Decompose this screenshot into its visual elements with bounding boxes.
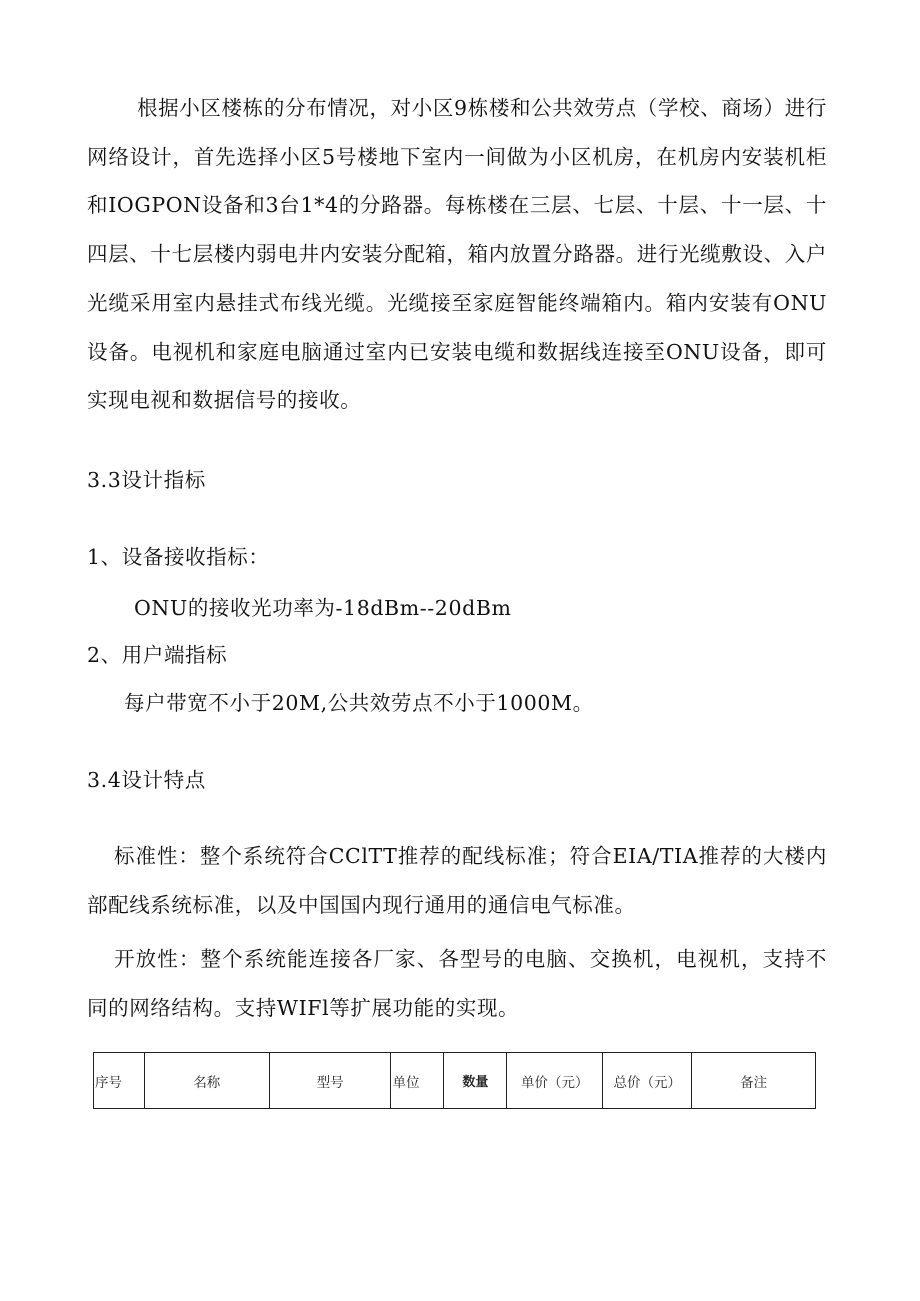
item-1-text: ONU的接收光功率为-18dBm--20dBm [134,596,512,620]
table-header-row [94,1053,816,1109]
standard-paragraph: 标准性：整个系统符合CClTT推荐的配线标准；符合EIA/TIA推荐的大楼内部配线系统标准，以及中国国内现行通用的通信电气标准。 [87,844,827,917]
header-unit: 单位 [391,1053,444,1109]
header-total-price: 总价（元） [603,1053,692,1109]
openness-paragraph: 开放性：整个系统能连接各厂家、各型号的电脑、交换机，电视机，支持不同的网络结构。支持WIFl等扩展功能的实现。 [87,947,827,1020]
equipment-table [93,1052,816,1109]
header-remarks: 备注 [692,1053,816,1109]
header-unit-price: 单价（元） [507,1053,603,1109]
header-model: 型号 [269,1053,391,1109]
section-3-4-heading: 3.4设计特点 [87,768,206,792]
intro-paragraph: 根据小区楼栋的分布情况，对小区9栋楼和公共效劳点（学校、商场）进行网络设计，首先选择小区5号楼地下室内一间做为小区机房，在机房内安装机柜和IOGPON设备和3台1*4的分路器。每栋楼在三层、七层、十层、十一层、十四层、十七层楼内弱电井内安装分配箱，箱内放置分路器。进行光缆敷设、入户光缆采用室内悬挂式布线光缆。光缆接至家庭智能终端箱内。箱内安装有ONU设备。电视机和家庭电脑通过室内已安装电缆和数据线连接至ONU设备，即可实现电视和数据信号的接收。 [87,96,827,413]
header-quantity: 数量 [444,1053,507,1109]
section-3-3-heading: 3.3设计指标 [87,468,206,492]
item-2-text: 每户带宽不小于20M,公共效劳点不小于1000M。 [124,691,594,715]
item-1-heading: 1、设备接收指标： [87,545,270,569]
header-name: 名称 [144,1053,269,1109]
item-2-heading: 2、用户端指标 [87,643,228,667]
header-serial: 序号 [94,1053,145,1109]
